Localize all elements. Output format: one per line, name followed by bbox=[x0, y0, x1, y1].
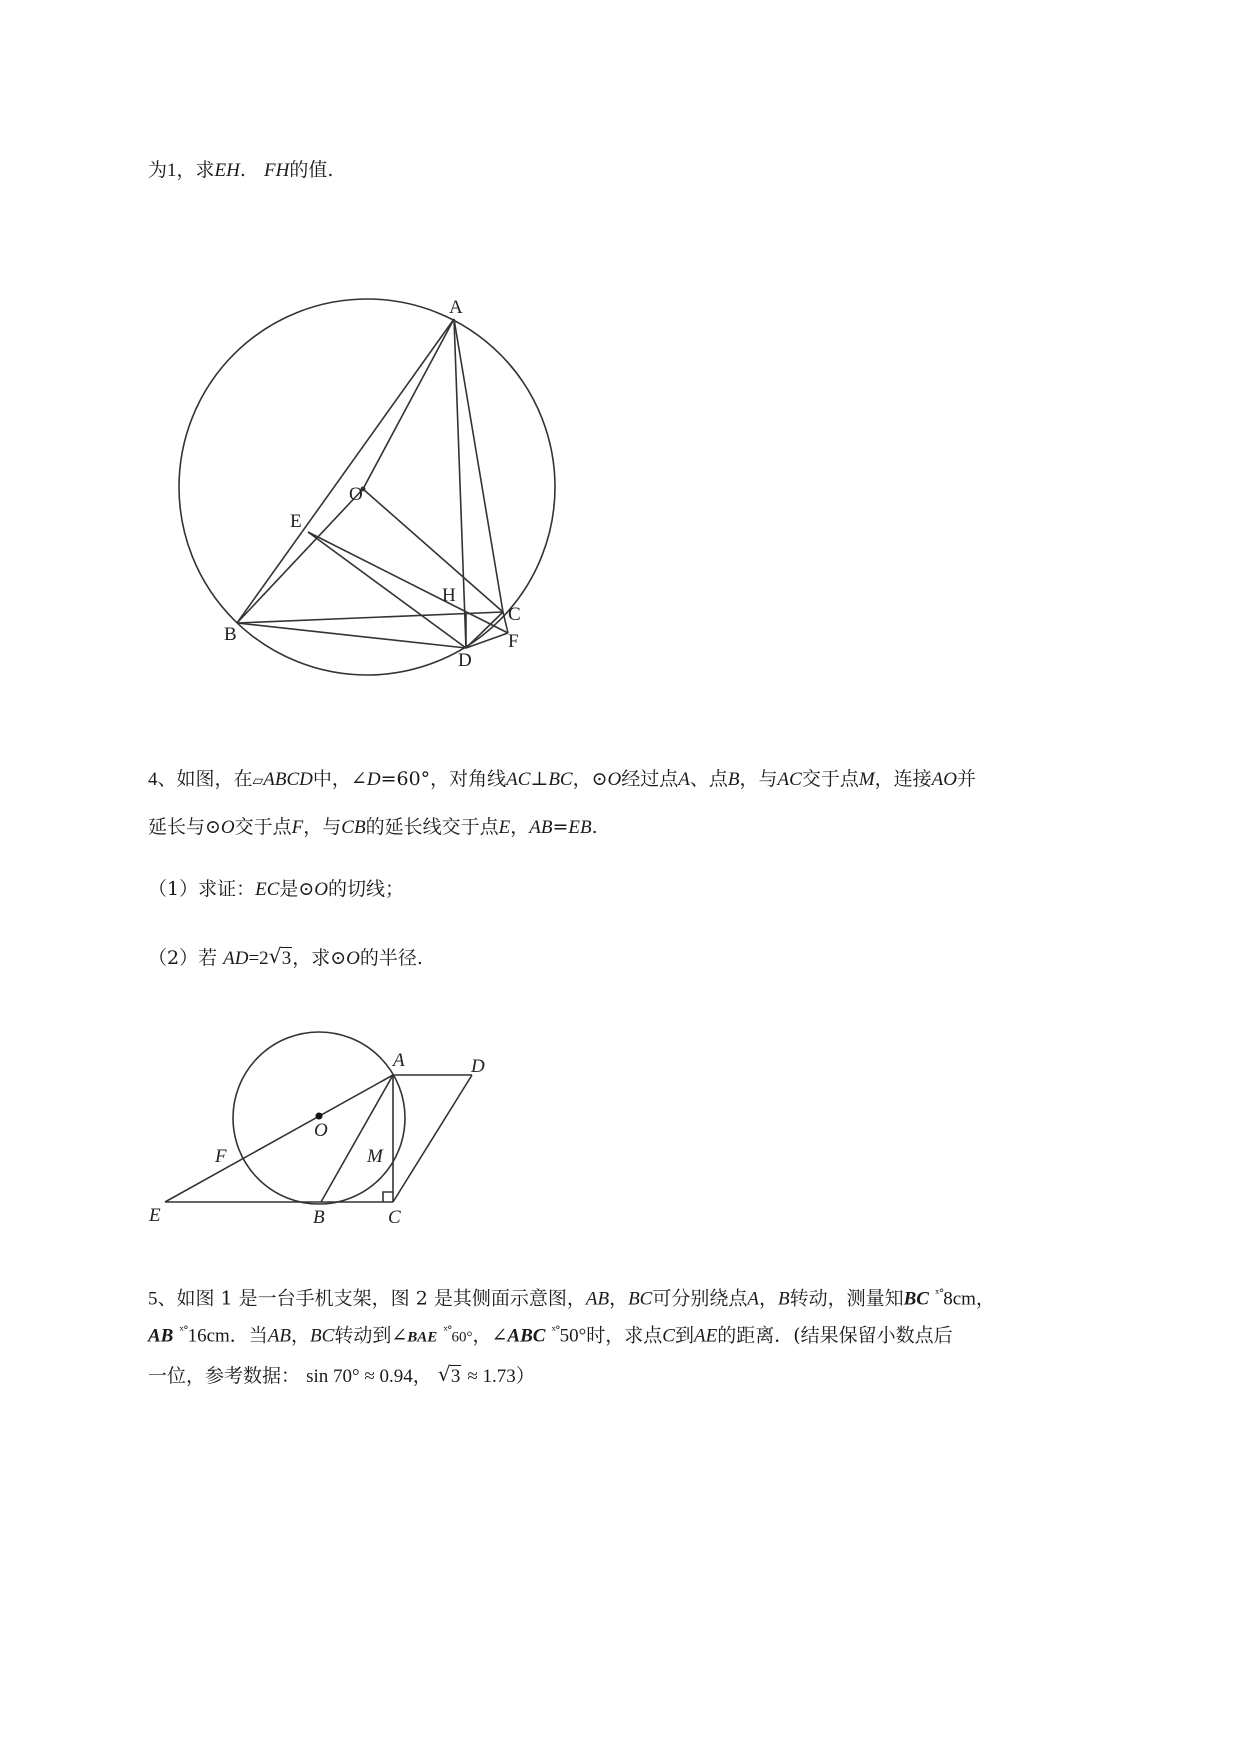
text: 时，求点 bbox=[586, 1324, 663, 1347]
text: 交于点 bbox=[234, 816, 292, 838]
var-a: A bbox=[678, 769, 690, 790]
segment-oc bbox=[363, 489, 503, 612]
problem-5-line-3 bbox=[148, 1362, 535, 1391]
label-b: B bbox=[224, 624, 237, 645]
segment-df bbox=[466, 633, 508, 648]
problem-number: 4 bbox=[148, 769, 158, 790]
var-bc: BC bbox=[310, 1325, 335, 1347]
var-c: C bbox=[662, 1325, 675, 1347]
problem-4-part-2 bbox=[148, 944, 423, 973]
segment-bd bbox=[237, 623, 466, 648]
label-b: B bbox=[313, 1207, 325, 1228]
text: ， bbox=[758, 1287, 778, 1310]
angle-value: 50° bbox=[559, 1325, 587, 1347]
var-o: O bbox=[314, 879, 329, 900]
text: 到 bbox=[674, 1324, 694, 1347]
label-a: A bbox=[393, 1050, 405, 1071]
var-m: M bbox=[858, 769, 875, 790]
sqrt-expression bbox=[438, 1362, 462, 1391]
problem-5-line-1 bbox=[148, 1280, 995, 1313]
segment-ef bbox=[308, 532, 508, 633]
var-bc: BC bbox=[903, 1288, 929, 1310]
text: ，∠ bbox=[472, 1324, 508, 1347]
text: 经过点 bbox=[621, 768, 679, 790]
right-angle-mark bbox=[383, 1192, 393, 1202]
var-ab: AB bbox=[529, 817, 553, 838]
var-bae: BAE bbox=[407, 1329, 438, 1346]
circle-o bbox=[179, 299, 555, 675]
var-o: O bbox=[346, 948, 360, 969]
reference-sqrt3: ≈ 1.73 bbox=[467, 1366, 516, 1387]
var-ac: AC bbox=[777, 769, 802, 790]
var-cb: CB bbox=[341, 817, 366, 838]
var-ae: AE bbox=[693, 1325, 718, 1347]
figure-1-diagram bbox=[170, 290, 580, 680]
text: ，连接 bbox=[874, 768, 932, 790]
label-c: C bbox=[388, 1207, 401, 1228]
segment-ad bbox=[454, 319, 466, 648]
garbled-glyph: ˣ° bbox=[179, 1324, 188, 1337]
text: ，⊙ bbox=[572, 768, 608, 790]
text: ，求 bbox=[176, 159, 215, 181]
segment-bc bbox=[237, 612, 503, 623]
text: ， bbox=[975, 1287, 995, 1310]
figure-2-diagram bbox=[140, 1020, 500, 1240]
var-ab: AB bbox=[267, 1325, 292, 1347]
radical-sign: √ bbox=[268, 944, 282, 968]
label-o: O bbox=[314, 1120, 328, 1141]
text: ， bbox=[510, 816, 530, 838]
var-ec: EC bbox=[255, 879, 280, 900]
problem-4-line-2 bbox=[148, 813, 598, 842]
label-a: A bbox=[449, 297, 463, 318]
label-o: O bbox=[349, 484, 363, 505]
text: ， bbox=[412, 1365, 432, 1387]
problem-5-line-2 bbox=[148, 1317, 953, 1351]
var-b: B bbox=[778, 1288, 790, 1310]
text: 的值. bbox=[289, 159, 334, 181]
garbled-glyph: ˣ° bbox=[443, 1324, 452, 1337]
label-h: H bbox=[442, 585, 456, 606]
problem-number: 5 bbox=[148, 1288, 158, 1310]
var-f: F bbox=[291, 817, 304, 838]
text: 为 bbox=[148, 159, 168, 181]
text: ，与 bbox=[303, 816, 342, 838]
text: 、如图，在 bbox=[157, 768, 253, 790]
problem-4-line-1 bbox=[148, 765, 976, 795]
reference-sin: sin 70° ≈ 0.94 bbox=[306, 1366, 413, 1387]
text: 并 bbox=[957, 768, 977, 790]
label-e: E bbox=[290, 511, 302, 532]
problem-4-part-1 bbox=[148, 875, 404, 904]
text: 的距离．(结果保留小数点后 bbox=[717, 1324, 953, 1347]
radical-sign: √ bbox=[437, 1362, 451, 1386]
text: 交于点 bbox=[801, 768, 859, 790]
text: ．当 bbox=[229, 1324, 268, 1347]
number: 1 bbox=[167, 160, 177, 181]
text: ， bbox=[609, 1287, 629, 1310]
segment-ob bbox=[237, 489, 363, 623]
garbled-glyph: ˣ° bbox=[935, 1287, 944, 1300]
text: 可分别绕点 bbox=[652, 1287, 748, 1310]
var-fh: FH bbox=[264, 160, 290, 181]
text: 中，∠ bbox=[312, 768, 367, 790]
var-b: B bbox=[727, 769, 740, 790]
var-o: O bbox=[220, 817, 235, 838]
angle-value: 60° bbox=[451, 1329, 473, 1346]
radicand: 3 bbox=[281, 948, 292, 969]
text: 的切线； bbox=[328, 878, 405, 900]
label-d: D bbox=[458, 650, 472, 671]
var-ac: AC bbox=[506, 769, 531, 790]
text: 是⊙ bbox=[279, 878, 315, 900]
parallelogram-symbol: ▱ bbox=[252, 773, 264, 789]
point-o bbox=[316, 1113, 323, 1120]
var-ab: AB bbox=[148, 1325, 174, 1347]
segment-ac bbox=[454, 319, 503, 612]
text: 转动到∠ bbox=[334, 1324, 408, 1347]
var-abcd: ABCD bbox=[263, 769, 313, 790]
label-m: M bbox=[367, 1146, 383, 1167]
text: =60°，对角线 bbox=[380, 768, 507, 790]
text: 的半径. bbox=[359, 947, 423, 969]
segment-ae bbox=[165, 1075, 393, 1202]
label-f: F bbox=[215, 1146, 227, 1167]
sqrt-expression bbox=[269, 944, 293, 973]
text: 、如图 1 是一台手机支架，图 2 是其侧面示意图， bbox=[157, 1287, 586, 1310]
text: ， bbox=[291, 1324, 311, 1347]
text: 转动，测量知 bbox=[789, 1287, 904, 1310]
segment-cd bbox=[393, 1075, 472, 1202]
text: 、点 bbox=[689, 768, 728, 790]
perp-symbol: ⊥ bbox=[530, 768, 549, 790]
label-c: C bbox=[508, 604, 521, 625]
var-eb: EB bbox=[568, 817, 592, 838]
segment-ab bbox=[237, 319, 454, 623]
var-a: A bbox=[747, 1288, 759, 1310]
var-bc: BC bbox=[628, 1288, 653, 1310]
text: 的延长线交于点 bbox=[365, 816, 499, 838]
label-e: E bbox=[149, 1205, 161, 1226]
var-eh: EH bbox=[214, 160, 240, 181]
text: （2）若 bbox=[148, 947, 218, 969]
radicand: 3 bbox=[450, 1366, 461, 1387]
value-ab: 16cm bbox=[187, 1325, 230, 1347]
var-bc: BC bbox=[548, 769, 573, 790]
label-d: D bbox=[471, 1056, 485, 1077]
var-ad: AD bbox=[223, 948, 249, 969]
var-ab: AB bbox=[585, 1288, 610, 1310]
text: =2 bbox=[248, 948, 269, 969]
value-bc: 8cm bbox=[943, 1288, 976, 1310]
text: ） bbox=[515, 1365, 535, 1387]
text: 一位，参考数据： bbox=[148, 1365, 301, 1387]
top-line bbox=[148, 156, 333, 185]
segment-ao bbox=[363, 319, 454, 489]
separator: . bbox=[239, 159, 246, 181]
segment-dc bbox=[466, 612, 503, 648]
label-f: F bbox=[508, 631, 519, 652]
var-d: D bbox=[366, 769, 381, 790]
text: ，与 bbox=[739, 768, 778, 790]
var-o: O bbox=[607, 769, 622, 790]
text: ，求⊙ bbox=[292, 947, 347, 969]
var-ao: AO bbox=[931, 769, 957, 790]
text: . bbox=[591, 816, 598, 838]
var-abc: ABC bbox=[507, 1325, 546, 1347]
text: 延长与⊙ bbox=[148, 816, 221, 838]
var-e: E bbox=[498, 817, 511, 838]
garbled-glyph: ˣ° bbox=[551, 1324, 560, 1337]
text: （1）求证： bbox=[148, 878, 256, 900]
segment-ab bbox=[321, 1075, 393, 1202]
text: = bbox=[552, 816, 569, 838]
